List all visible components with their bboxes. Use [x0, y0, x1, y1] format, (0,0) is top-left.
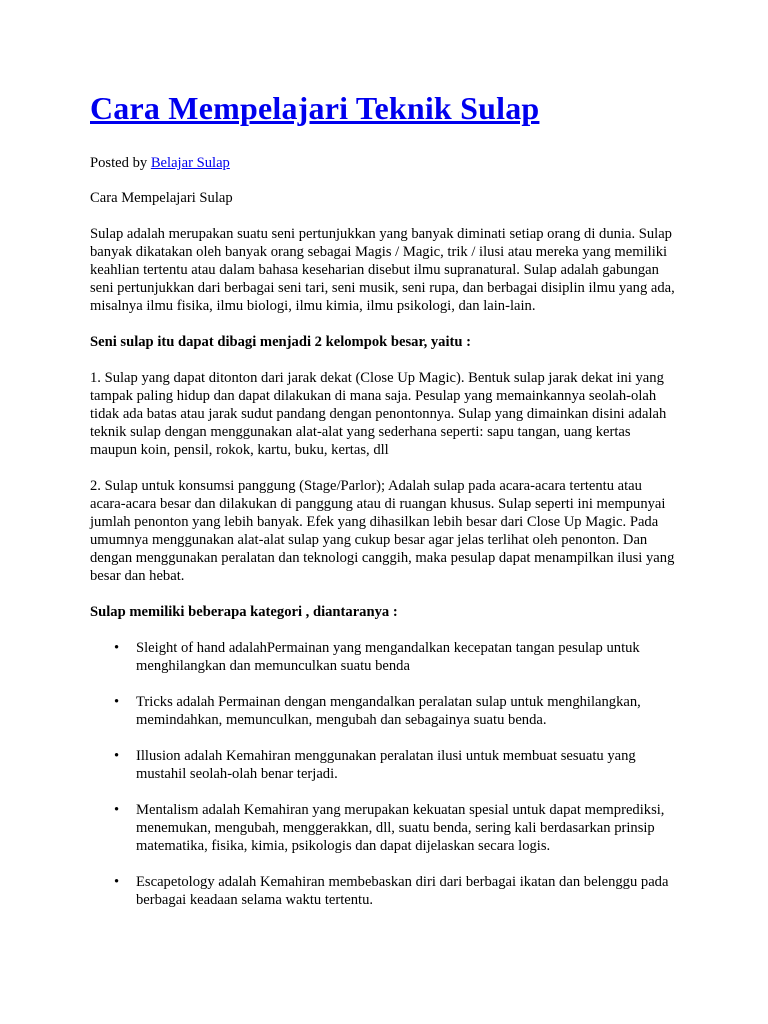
- posted-by-label: Posted by: [90, 155, 151, 171]
- categories-list: [90, 639, 680, 909]
- title-link[interactable]: Cara Mempelajari Teknik Sulap: [90, 90, 540, 126]
- article: [90, 88, 680, 927]
- author-link[interactable]: Belajar Sulap: [150, 155, 230, 171]
- group-2-paragraph: 2. Sulap untuk konsumsi panggung (Stage/Parlor); Adalah sulap pada acara-acara tertentu atau acara-acara besar dan dilakukan di panggung atau di ruangan khusus. Sulap seperti ini mempunyai jumlah penonton yang lebih banyak. Efek yang dihasilkan lebih besar dari Close Up Magic. Pada umumnya menggunakan alat-alat sulap yang cukup besar agar jelas terlihat oleh penonton. Dan dengan menggunakan peralatan dan teknologi canggih, maka pesulap dapat menampilkan ilusi yang besar dan hebat.: [90, 478, 675, 584]
- posted-by: [90, 154, 680, 172]
- list-item: • Mentalism adalah Kemahiran yang merupakan kekuatan spesial untuk dapat memprediksi, menemukan, mengubah, menggerakkan, dll, suatu benda, sering kali berdasarkan prinsip matematika, fisika, kimia, psikologis dan dapat dijelaskan secara logis.: [90, 801, 680, 855]
- list-item: • Sleight of hand adalahPermainan yang mengandalkan kecepatan tangan pesulap untuk menghilangkan dan memunculkan suatu benda: [90, 639, 680, 675]
- categories-heading: Sulap memiliki beberapa kategori , diantaranya :: [90, 604, 398, 620]
- intro-paragraph: Sulap adalah merupakan suatu seni pertunjukkan yang banyak diminati setiap orang di dunia. Sulap banyak dikatakan oleh banyak orang sebagai Magis / Magic, trik / ilusi atau mereka yang memiliki keahlian tertentu atau dalam bahasa keseharian disebut ilmu supranatural. Sulap adalah gabungan seni pertunjukkan dari berbagai seni tari, seni musik, seni rupa, dan berbagai disiplin ilmu yang ada, misalnya ilmu fisika, ilmu biologi, ilmu kimia, ilmu psikologi, dan lain-lain.: [90, 226, 675, 314]
- groups-heading: Seni sulap itu dapat dibagi menjadi 2 kelompok besar, yaitu :: [90, 334, 472, 350]
- list-item: • Escapetology adalah Kemahiran membebaskan diri dari berbagai ikatan dan belenggu pada berbagai keadaan selama waktu tertentu.: [90, 873, 680, 909]
- article-subtitle: Cara Mempelajari Sulap: [90, 190, 233, 206]
- group-1-paragraph: 1. Sulap yang dapat ditonton dari jarak dekat (Close Up Magic). Bentuk sulap jarak dekat ini yang tampak paling hidup dan dapat dilakukan di mana saja. Pesulap yang memainkannya seolah-olah tidak ada batas atau jarak sudut pandang dengan penontonnya. Sulap yang dimainkan disini adalah teknik sulap dengan menggunakan alat-alat yang sederhana seperti: sapu tangan, uang kertas maupun koin, pensil, rokok, kartu, buku, kertas, dll: [90, 370, 667, 458]
- list-item: • Tricks adalah Permainan dengan mengandalkan peralatan sulap untuk menghilangkan, memindahkan, memunculkan, mengubah dan sebagainya suatu benda.: [90, 693, 680, 729]
- list-item: • Illusion adalah Kemahiran menggunakan peralatan ilusi untuk membuat sesuatu yang mustahil seolah-olah benar terjadi.: [90, 747, 680, 783]
- page-title: [90, 88, 680, 128]
